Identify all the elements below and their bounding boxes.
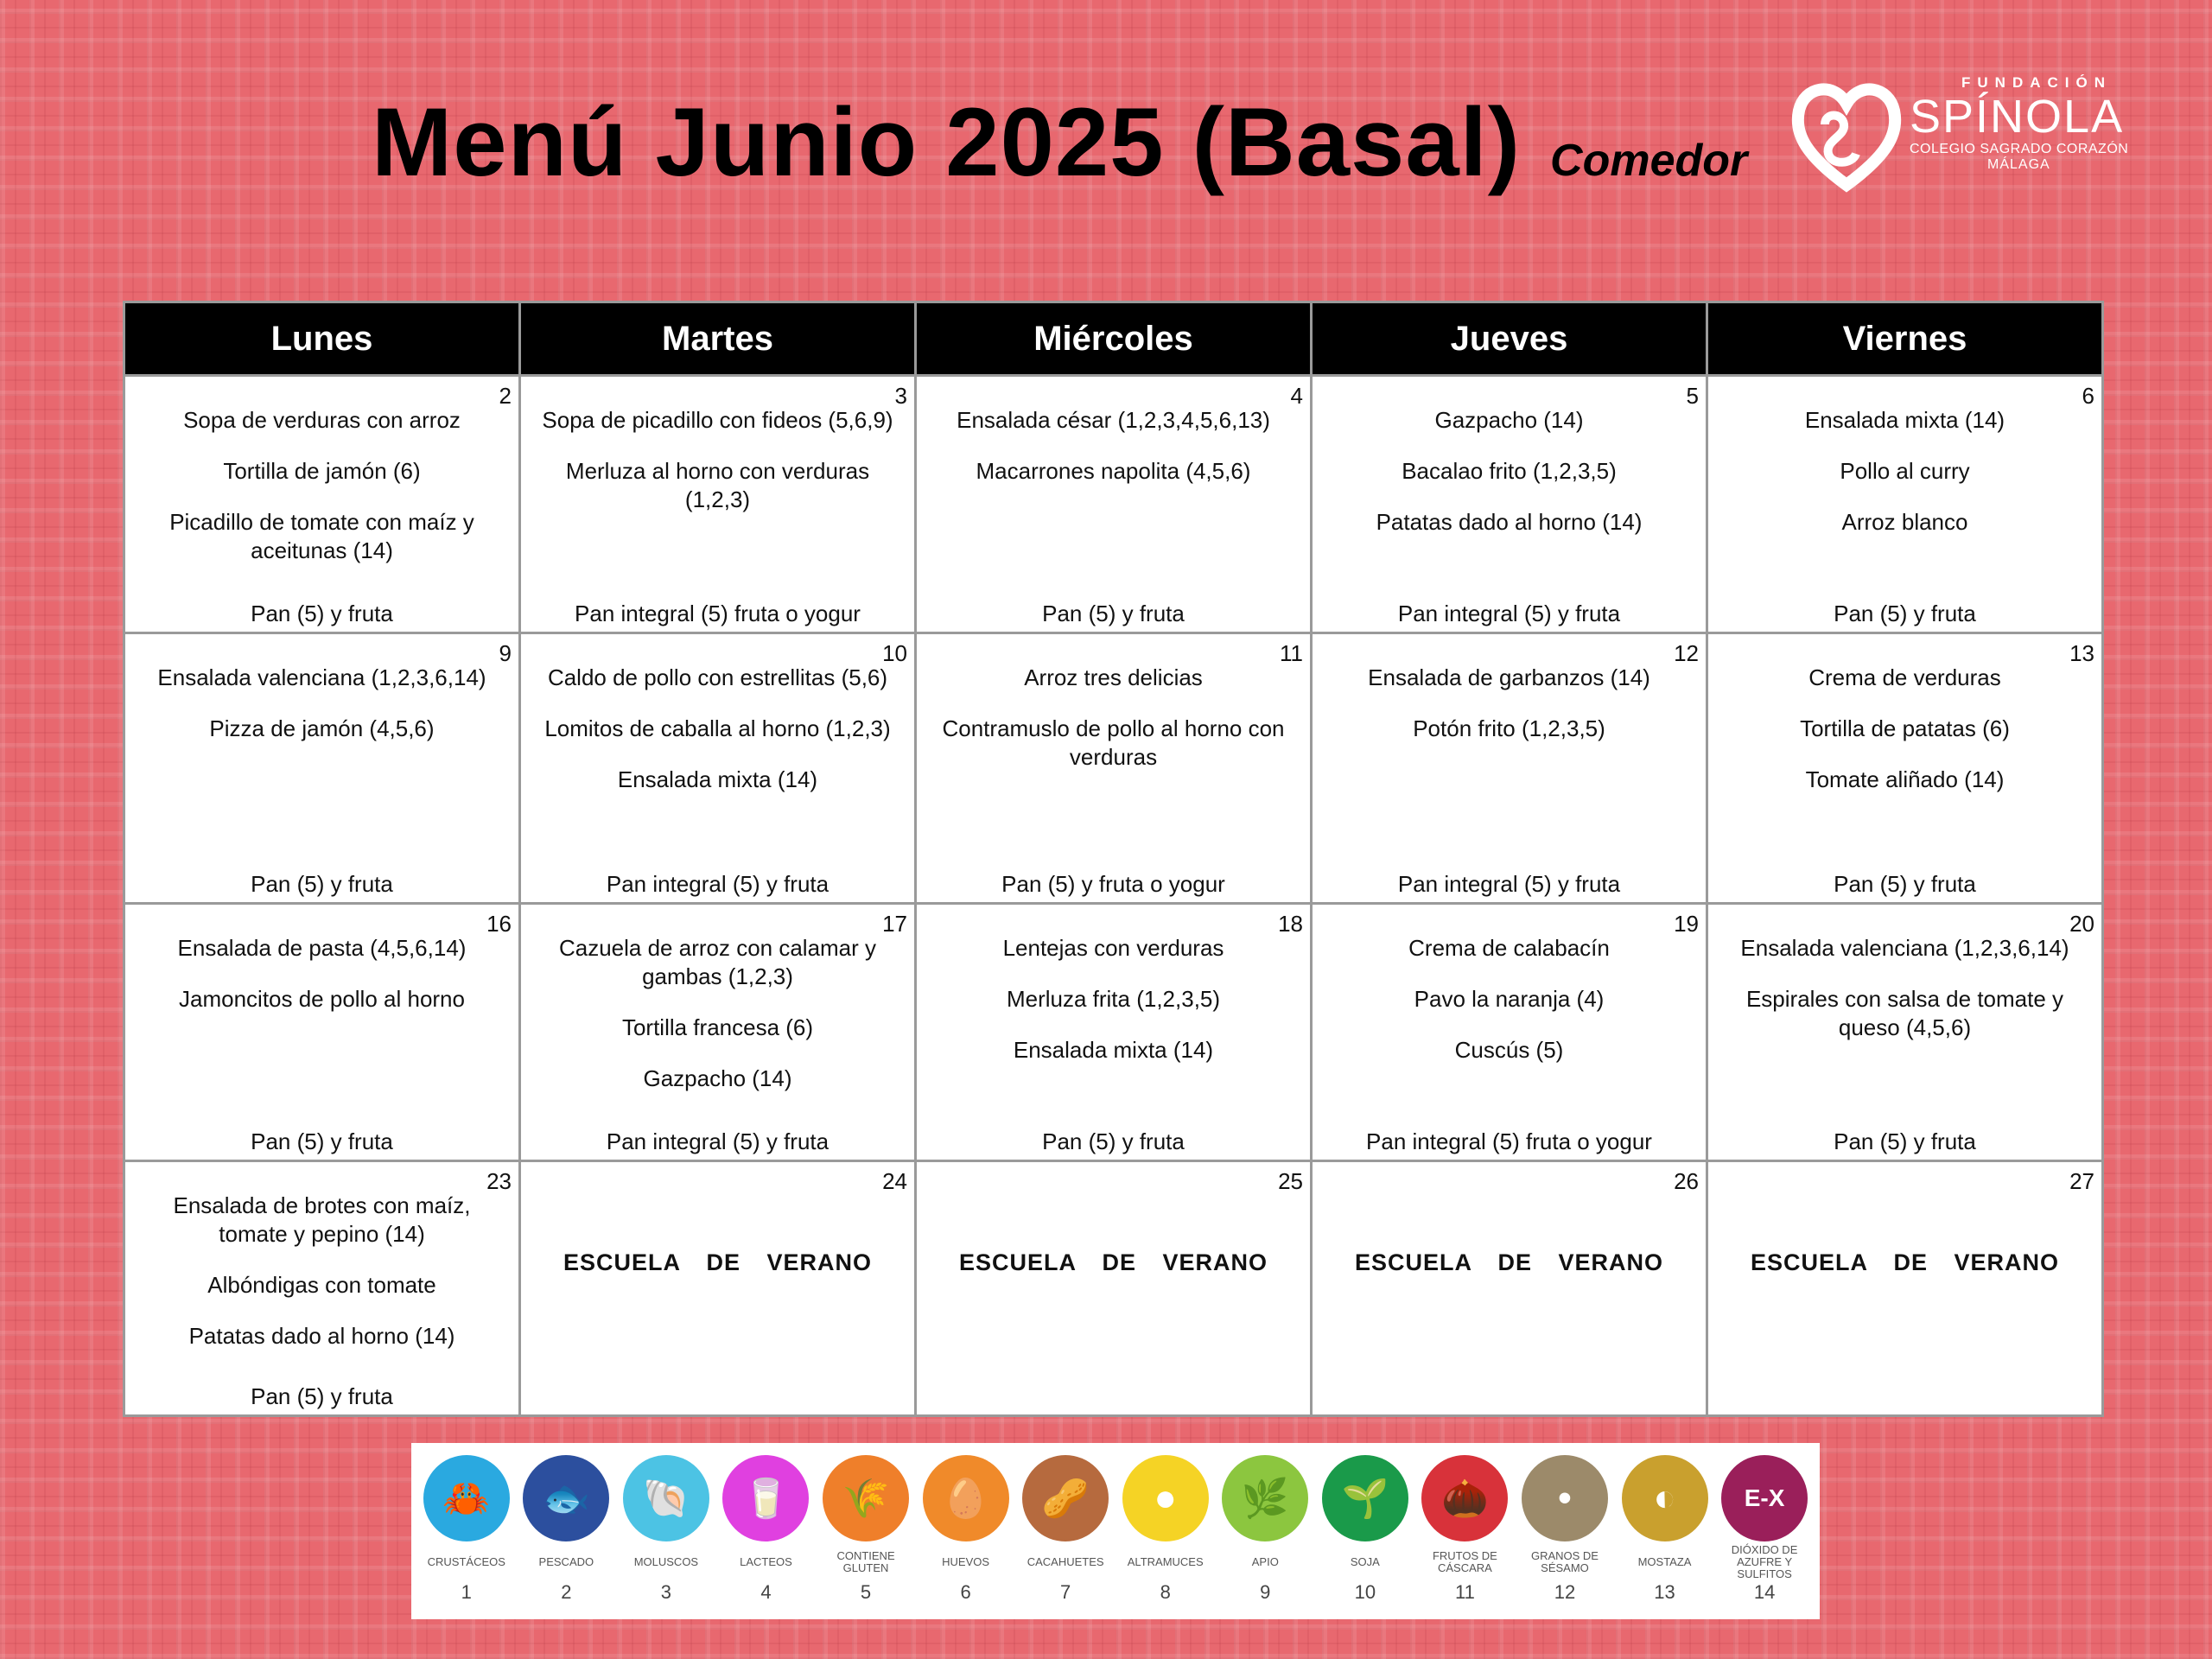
dish-item: Cazuela de arroz con calamar y gambas (1,2,3) — [558, 935, 877, 989]
day-cell — [124, 904, 520, 1161]
dish-item: Ensalada de brotes con maíz, tomate y pepino (14) — [173, 1192, 471, 1247]
day-cell-content — [1313, 634, 1706, 902]
week-row — [124, 1161, 2103, 1416]
day-cell-content — [521, 377, 914, 632]
dish-item: Bacalao frito (1,2,3,5) — [1402, 458, 1617, 484]
allergen-number: 13 — [1654, 1581, 1675, 1603]
allergen-name: DIÓXIDO DE AZUFRE Y SULFITOS — [1731, 1543, 1798, 1580]
foundation-logo — [1790, 74, 2136, 204]
day-number: 13 — [2069, 640, 2094, 666]
allergen-item — [1617, 1443, 1713, 1604]
bread-and-dessert: Pan integral (5) y fruta — [606, 1128, 830, 1154]
page-subtitle: Comedor — [1550, 136, 1748, 186]
allergen-item — [518, 1443, 614, 1604]
day-cell-content — [917, 1162, 1310, 1414]
allergen-number: 11 — [1454, 1581, 1475, 1603]
dish-item: Pollo al curry — [1840, 458, 1970, 484]
dish-item: Tortilla de patatas (6) — [1800, 715, 2010, 741]
logo-text — [1910, 74, 2136, 173]
day-cell — [1312, 1161, 1707, 1416]
day-cell-content — [521, 634, 914, 902]
week-row — [124, 633, 2103, 904]
dish-list — [1313, 377, 1706, 537]
logo-line4: MÁLAGA — [1987, 157, 2050, 172]
dish-item: Espirales con salsa de tomate y queso (4,5,6) — [1745, 986, 2064, 1040]
allergen-name: CONTIENE GLUTEN — [836, 1549, 895, 1574]
allergen-name: MOLUSCOS — [633, 1555, 699, 1568]
allergen-name: CACAHUETES — [1027, 1555, 1104, 1568]
day-cell-content — [1313, 377, 1706, 632]
day-cell — [1707, 904, 2103, 1161]
bread-and-dessert: Pan (5) y fruta — [251, 1128, 393, 1154]
bread-and-dessert: Pan (5) y fruta — [251, 601, 393, 626]
dish-item: Tomate aliñado (14) — [1805, 766, 2005, 792]
day-number: 19 — [1674, 911, 1699, 937]
sesame-icon: • — [1522, 1455, 1608, 1541]
soy-icon: 🌱 — [1322, 1455, 1408, 1541]
day-cell — [1707, 1161, 2103, 1416]
day-cell-content — [125, 905, 518, 1160]
dish-list — [521, 905, 914, 1093]
dish-item: Ensalada mixta (14) — [1804, 407, 2005, 433]
day-cell-content — [125, 634, 518, 902]
dish-item: Gazpacho (14) — [1434, 407, 1584, 433]
dish-list — [1708, 634, 2101, 794]
weekday-header: Viernes — [1707, 302, 2103, 376]
dish-list — [125, 634, 518, 743]
dish-item: Potón frito (1,2,3,5) — [1413, 715, 1605, 741]
allergen-name: GRANOS DE SÉSAMO — [1530, 1549, 1599, 1574]
dish-item: Patatas dado al horno (14) — [188, 1323, 455, 1349]
summer-school-label: ESCUELA DE VERANO — [958, 1249, 1268, 1275]
dish-item: Ensalada mixta (14) — [1013, 1037, 1214, 1063]
allergen-name: CRUSTÁCEOS — [427, 1555, 505, 1568]
dish-list — [917, 905, 1310, 1065]
day-number: 4 — [1290, 383, 1303, 409]
day-number: 23 — [486, 1168, 512, 1194]
bread-and-dessert: Pan (5) y fruta — [1834, 601, 1976, 626]
allergen-number: 6 — [960, 1581, 971, 1603]
day-number: 25 — [1278, 1168, 1303, 1194]
allergen-number: 7 — [1060, 1581, 1071, 1603]
day-cell-content — [521, 1162, 914, 1414]
day-number: 5 — [1686, 383, 1699, 409]
day-number: 27 — [2069, 1168, 2094, 1194]
dish-item: Patatas dado al horno (14) — [1376, 509, 1643, 535]
dish-list — [1708, 377, 2101, 537]
dish-list — [521, 634, 914, 794]
day-cell — [1312, 376, 1707, 633]
weekday-header: Miércoles — [916, 302, 1312, 376]
day-cell-content — [917, 634, 1310, 902]
allergen-name: PESCADO — [538, 1555, 594, 1568]
bread-and-dessert: Pan (5) y fruta o yogur — [1001, 871, 1225, 897]
day-cell-content — [1313, 905, 1706, 1160]
day-cell — [520, 376, 916, 633]
dish-item: Ensalada de garbanzos (14) — [1368, 664, 1650, 690]
day-number: 16 — [486, 911, 512, 937]
dish-list — [125, 905, 518, 1014]
day-cell — [124, 376, 520, 633]
allergen-item — [918, 1443, 1014, 1604]
dish-list — [125, 1162, 518, 1351]
dish-item: Merluza frita (1,2,3,5) — [1006, 986, 1221, 1012]
allergen-item — [1017, 1443, 1114, 1604]
day-cell — [520, 904, 916, 1161]
summer-school-label: ESCUELA DE VERANO — [1354, 1249, 1664, 1275]
day-cell-content — [1708, 377, 2101, 632]
allergen-item — [418, 1443, 515, 1604]
dish-item: Contramuslo de pollo al horno con verduras — [942, 715, 1285, 770]
weekday-header: Jueves — [1312, 302, 1707, 376]
logo-line2: SPÍNOLA — [1910, 91, 2125, 143]
dish-item: Gazpacho (14) — [643, 1065, 792, 1091]
dish-item: Lomitos de caballa al horno (1,2,3) — [544, 715, 891, 741]
dish-list — [125, 377, 518, 565]
dish-item: Picadillo de tomate con maíz y aceitunas (14) — [169, 509, 474, 563]
dish-list — [1313, 905, 1706, 1065]
day-cell — [916, 633, 1312, 904]
summer-school-label: ESCUELA DE VERANO — [563, 1249, 873, 1275]
allergen-item — [817, 1443, 914, 1604]
dish-list — [1708, 905, 2101, 1042]
allergen-name: ALTRAMUCES — [1127, 1555, 1204, 1568]
logo-line3: COLEGIO SAGRADO CORAZÓN — [1910, 142, 2129, 156]
sulphite-icon: E-X — [1721, 1455, 1808, 1541]
bread-and-dessert: Pan (5) y fruta — [251, 871, 393, 897]
dish-item: Ensalada de pasta (4,5,6,14) — [177, 935, 467, 961]
bread-and-dessert: Pan (5) y fruta — [1834, 1128, 1976, 1154]
dish-list — [521, 377, 914, 514]
dish-item: Caldo de pollo con estrellitas (5,6) — [547, 664, 888, 690]
allergen-item — [1716, 1443, 1813, 1604]
menu-calendar — [123, 301, 2104, 1417]
dish-item: Macarrones napolita (4,5,6) — [976, 458, 1251, 484]
day-number: 12 — [1674, 640, 1699, 666]
allergen-name: HUEVOS — [942, 1555, 990, 1568]
fish-icon: 🐟 — [523, 1455, 609, 1541]
dish-item: Crema de calabacín — [1408, 935, 1610, 961]
day-number: 11 — [1280, 640, 1303, 666]
dish-item: Arroz blanco — [1841, 509, 1968, 535]
allergen-name: MOSTAZA — [1637, 1555, 1692, 1568]
day-cell-content — [917, 905, 1310, 1160]
peanut-icon: 🥜 — [1022, 1455, 1109, 1541]
day-cell-content — [521, 905, 914, 1160]
day-cell-content — [917, 377, 1310, 632]
wheat-icon: 🌾 — [823, 1455, 909, 1541]
dish-item: Sopa de picadillo con fideos (5,6,9) — [542, 407, 893, 433]
day-cell-content — [125, 377, 518, 632]
dish-item: Lentejas con verduras — [1002, 935, 1224, 961]
dish-item: Ensalada valenciana (1,2,3,6,14) — [157, 664, 486, 690]
bread-and-dessert: Pan (5) y fruta — [1834, 871, 1976, 897]
dish-item: Ensalada mixta (14) — [617, 766, 818, 792]
day-number: 6 — [2082, 383, 2094, 409]
allergen-name: LACTEOS — [740, 1555, 792, 1568]
allergen-item — [717, 1443, 814, 1604]
day-number: 24 — [882, 1168, 907, 1194]
heart-logo-icon — [1790, 74, 1903, 195]
dish-list — [1313, 634, 1706, 743]
allergen-number: 8 — [1160, 1581, 1171, 1603]
weekday-header-row — [124, 302, 2103, 376]
day-number: 20 — [2069, 911, 2094, 937]
dish-item: Tortilla francesa (6) — [621, 1014, 814, 1040]
dish-item: Albóndigas con tomate — [207, 1272, 436, 1298]
allergen-number: 3 — [660, 1581, 672, 1603]
day-number: 18 — [1278, 911, 1303, 937]
bread-and-dessert: Pan integral (5) y fruta — [1397, 601, 1621, 626]
day-cell-content — [125, 1162, 518, 1414]
bread-and-dessert: Pan (5) y fruta — [1042, 1128, 1185, 1154]
allergen-item — [1516, 1443, 1613, 1604]
celery-icon: 🌿 — [1222, 1455, 1308, 1541]
allergen-number: 2 — [561, 1581, 572, 1603]
weekday-header: Martes — [520, 302, 916, 376]
allergen-name: FRUTOS DE CÁSCARA — [1432, 1549, 1497, 1574]
day-cell-content — [1708, 905, 2101, 1160]
milk-jug-icon: 🥛 — [722, 1455, 809, 1541]
allergen-number: 4 — [760, 1581, 772, 1603]
day-cell-content — [1708, 634, 2101, 902]
dish-item: Cuscús (5) — [1454, 1037, 1564, 1063]
shell-icon: 🐚 — [623, 1455, 709, 1541]
week-row — [124, 376, 2103, 633]
day-number: 9 — [499, 640, 512, 666]
day-cell — [1707, 376, 2103, 633]
mustard-icon: ◐ — [1622, 1455, 1708, 1541]
allergen-number: 9 — [1260, 1581, 1271, 1603]
dish-item: Jamoncitos de pollo al horno — [179, 986, 465, 1012]
day-number: 3 — [894, 383, 907, 409]
allergen-number: 5 — [860, 1581, 872, 1603]
bread-and-dessert: Pan integral (5) fruta o yogur — [575, 601, 861, 626]
dish-item: Sopa de verduras con arroz — [183, 407, 461, 433]
logo-line1: FUNDACIÓN — [1961, 74, 2112, 91]
day-cell — [124, 633, 520, 904]
dish-item: Pizza de jamón (4,5,6) — [209, 715, 435, 741]
day-cell — [1312, 633, 1707, 904]
bread-and-dessert: Pan (5) y fruta — [1042, 601, 1185, 626]
dish-item: Arroz tres delicias — [1024, 664, 1203, 690]
allergen-number: 10 — [1354, 1581, 1376, 1603]
day-number: 2 — [499, 383, 512, 409]
day-number: 17 — [882, 911, 907, 937]
eggs-icon: 🥚 — [923, 1455, 1009, 1541]
lupin-icon: ● — [1122, 1455, 1209, 1541]
day-cell — [916, 376, 1312, 633]
bread-and-dessert: Pan integral (5) fruta o yogur — [1366, 1128, 1652, 1154]
crab-icon: 🦀 — [423, 1455, 510, 1541]
dish-list — [917, 634, 1310, 772]
day-cell — [520, 1161, 916, 1416]
day-cell — [916, 1161, 1312, 1416]
allergen-name: APIO — [1251, 1555, 1279, 1568]
weekday-header: Lunes — [124, 302, 520, 376]
allergen-number: 14 — [1753, 1581, 1776, 1603]
day-cell — [520, 633, 916, 904]
day-cell — [916, 904, 1312, 1161]
day-cell — [1312, 904, 1707, 1161]
day-cell — [124, 1161, 520, 1416]
week-row — [124, 904, 2103, 1161]
dish-item: Pavo la naranja (4) — [1414, 986, 1605, 1012]
day-cell-content — [1313, 1162, 1706, 1414]
day-number: 26 — [1674, 1168, 1699, 1194]
allergen-number: 1 — [461, 1581, 472, 1603]
allergen-item — [1416, 1443, 1513, 1604]
dish-item: Crema de verduras — [1808, 664, 2001, 690]
page-title: Menú Junio 2025 (Basal) — [372, 88, 1522, 196]
dish-item: Ensalada valenciana (1,2,3,6,14) — [1740, 935, 2069, 961]
allergen-item — [618, 1443, 715, 1604]
day-cell-content — [1708, 1162, 2101, 1414]
dish-list — [917, 377, 1310, 486]
allergen-item — [1317, 1443, 1414, 1604]
bread-and-dessert: Pan integral (5) y fruta — [606, 871, 830, 897]
title-row — [372, 86, 1754, 207]
allergen-item — [1117, 1443, 1214, 1604]
allergen-legend — [411, 1443, 1820, 1619]
allergen-number: 12 — [1554, 1581, 1576, 1603]
dish-item: Ensalada césar (1,2,3,4,5,6,13) — [957, 407, 1270, 433]
bread-and-dessert: Pan (5) y fruta — [251, 1383, 393, 1409]
day-number: 10 — [882, 640, 907, 666]
allergen-item — [1217, 1443, 1313, 1604]
bread-and-dessert: Pan integral (5) y fruta — [1397, 871, 1621, 897]
dish-item: Tortilla de jamón (6) — [223, 458, 421, 484]
summer-school-label: ESCUELA DE VERANO — [1750, 1249, 2060, 1275]
allergen-name: SOJA — [1350, 1555, 1380, 1568]
walnut-icon: 🌰 — [1421, 1455, 1508, 1541]
day-cell — [1707, 633, 2103, 904]
dish-item: Merluza al horno con verduras (1,2,3) — [565, 458, 870, 512]
